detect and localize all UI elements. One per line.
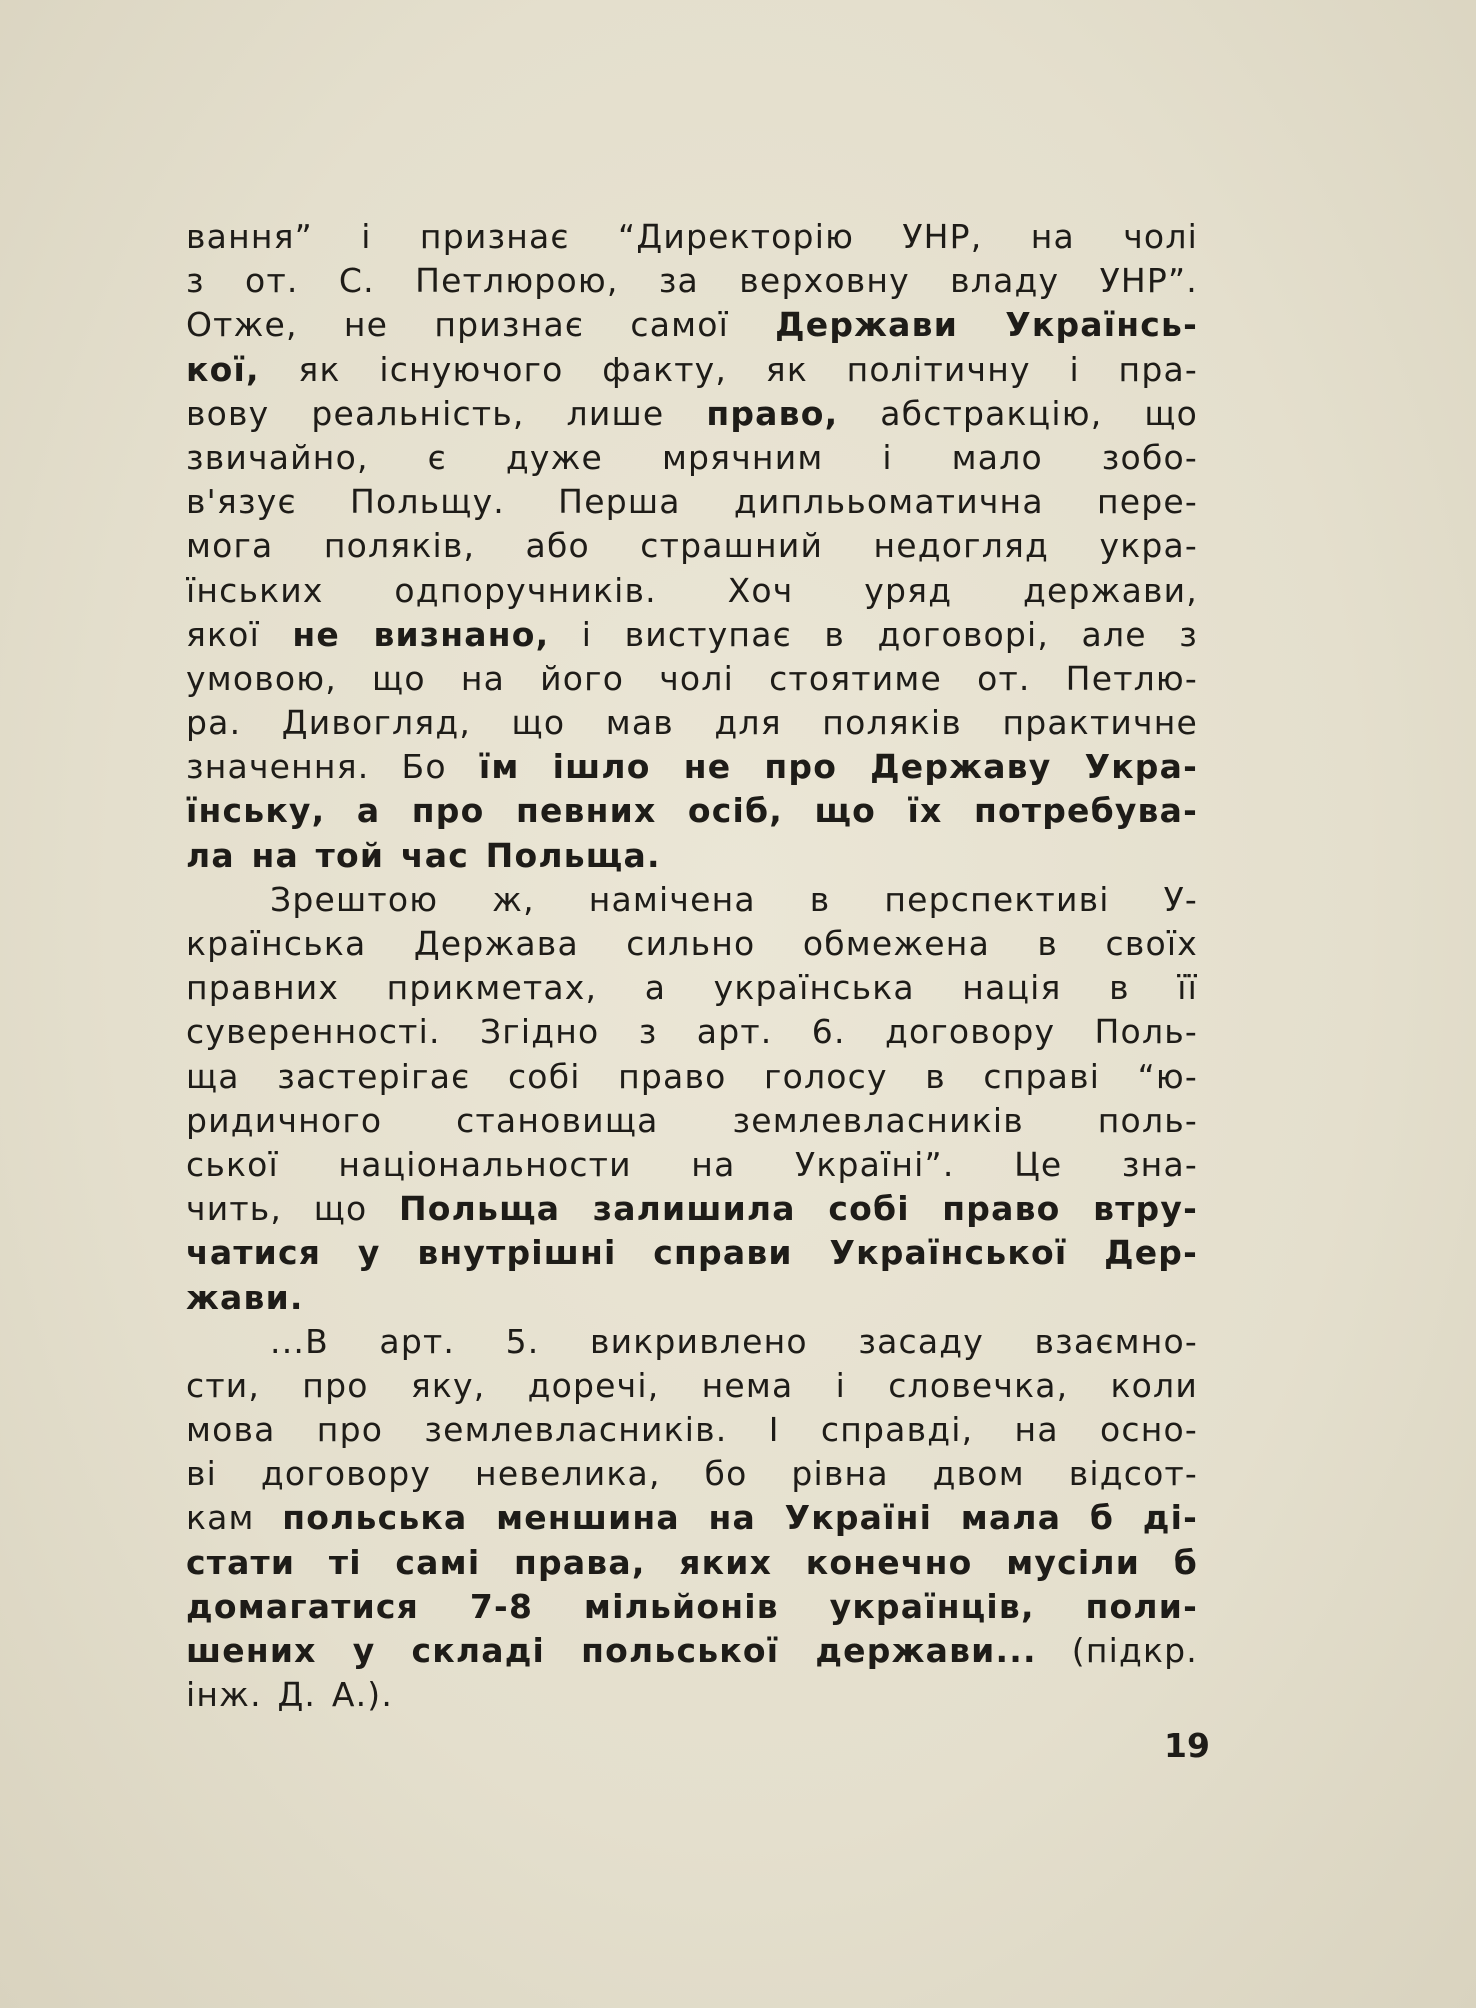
bold-text-segment: ла на той час Польща. bbox=[186, 835, 661, 875]
bold-text-segment: кої, bbox=[186, 349, 260, 389]
text-line bbox=[186, 1143, 1198, 1187]
bold-text-segment: право, bbox=[706, 393, 839, 433]
text-segment: і виступає в договорі, але з bbox=[549, 614, 1198, 654]
text-line bbox=[186, 834, 1198, 878]
bold-text-segment: жави. bbox=[186, 1277, 304, 1317]
bold-text-segment: стати ті самі права, яких конечно мусіли б bbox=[186, 1542, 1198, 1582]
text-segment: Зрештою ж, намічена в перспективі У- bbox=[270, 879, 1198, 919]
page-number: 19 bbox=[1164, 1726, 1210, 1765]
text-line bbox=[186, 1055, 1198, 1099]
text-segment: (підкр. bbox=[1036, 1631, 1198, 1670]
text-segment: мова про землевласників. І справді, на осно- bbox=[186, 1410, 1198, 1450]
text-segment: ра. Дивогляд, що мав для поляків практичне bbox=[186, 703, 1198, 743]
text-line bbox=[186, 392, 1198, 436]
text-line bbox=[186, 1276, 1198, 1320]
text-line bbox=[186, 1187, 1198, 1231]
text-line bbox=[186, 701, 1198, 745]
text-line bbox=[186, 966, 1198, 1010]
text-segment: Отже, не признає самої bbox=[186, 305, 776, 345]
text-segment: чить, що bbox=[186, 1189, 399, 1229]
text-line bbox=[186, 348, 1198, 392]
text-segment: країнська Держава сильно обмежена в своїх bbox=[186, 924, 1198, 963]
text-line bbox=[186, 1585, 1198, 1629]
text-line bbox=[186, 1629, 1198, 1673]
text-segment: умовою, що на його чолі стоятиме от. Петлю- bbox=[186, 658, 1198, 698]
text-segment: ...В арт. 5. викривлено засаду взаємно- bbox=[270, 1321, 1198, 1361]
text-line bbox=[186, 215, 1198, 259]
text-line bbox=[186, 524, 1198, 568]
text-segment: вову реальність, лише bbox=[186, 393, 707, 433]
bold-text-segment: не визнано, bbox=[292, 614, 550, 654]
text-line bbox=[186, 878, 1198, 922]
text-segment: як існуючого факту, як політичну і пра- bbox=[259, 349, 1198, 389]
text-line bbox=[186, 1541, 1198, 1585]
text-segment: якої bbox=[186, 614, 293, 654]
bold-text-segment: Держави Українсь- bbox=[775, 305, 1198, 345]
text-line bbox=[186, 1364, 1198, 1408]
text-line bbox=[186, 1673, 1198, 1717]
text-line bbox=[186, 613, 1198, 657]
text-segment: їнських одпоручників. Хоч уряд держави, bbox=[186, 570, 1198, 610]
text-line bbox=[186, 922, 1198, 966]
text-line bbox=[186, 569, 1198, 613]
bold-text-segment: їм ішло не про Державу Укра- bbox=[478, 747, 1198, 787]
text-line bbox=[186, 1452, 1198, 1496]
text-segment: вання” і признає “Директорію УНР, на чолі bbox=[186, 217, 1198, 256]
bold-text-segment: Польща залишила собі право втру- bbox=[398, 1189, 1198, 1229]
bold-text-segment: польська меншина на Україні мала б ді- bbox=[282, 1498, 1198, 1538]
text-line bbox=[186, 657, 1198, 701]
bold-text-segment: шених у складі польської держави... bbox=[186, 1631, 1037, 1670]
body-text bbox=[186, 215, 1198, 1717]
text-segment: абстракцію, що bbox=[838, 393, 1198, 433]
text-line bbox=[186, 303, 1198, 347]
text-segment: значення. Бо bbox=[186, 747, 479, 787]
text-line bbox=[186, 1231, 1198, 1275]
text-segment: суверенності. Згідно з арт. 6. договору Поль- bbox=[186, 1012, 1198, 1052]
bold-text-segment: їнську, а про певних осіб, що їх потребува- bbox=[186, 791, 1198, 831]
text-line bbox=[186, 436, 1198, 480]
text-line bbox=[186, 1496, 1198, 1540]
text-segment: сти, про яку, доречі, нема і словечка, коли bbox=[186, 1365, 1198, 1405]
text-line bbox=[186, 789, 1198, 833]
text-segment: правних прикметах, а українська нація в її bbox=[186, 968, 1198, 1008]
text-line bbox=[186, 745, 1198, 789]
text-segment: інж. Д. А.). bbox=[186, 1675, 394, 1715]
text-line bbox=[186, 1099, 1198, 1143]
text-line bbox=[186, 480, 1198, 524]
text-segment: ської національности на Україні”. Це зна- bbox=[186, 1144, 1198, 1184]
text-line bbox=[186, 1010, 1198, 1054]
text-line bbox=[186, 259, 1198, 303]
text-segment: мога поляків, або страшний недогляд укра- bbox=[186, 526, 1198, 566]
bold-text-segment: чатися у внутрішні справи Української Дер- bbox=[186, 1233, 1198, 1273]
text-segment: звичайно, є дуже мрячним і мало зобо- bbox=[186, 437, 1198, 477]
text-line bbox=[186, 1408, 1198, 1452]
text-segment: з от. С. Петлюрою, за верховну владу УНР”. bbox=[186, 261, 1198, 301]
text-segment: в'язує Польщу. Перша диплььоматична пере- bbox=[186, 482, 1198, 522]
text-segment: ві договору невелика, бо рівна двом відсот- bbox=[186, 1454, 1198, 1494]
bold-text-segment: домагатися 7-8 мільйонів українців, поли- bbox=[186, 1586, 1198, 1626]
text-segment: ща застерігає собі право голосу в справі “ю- bbox=[186, 1056, 1198, 1096]
text-segment: ридичного становища землевласників поль- bbox=[186, 1100, 1198, 1140]
text-line bbox=[186, 1320, 1198, 1364]
text-segment: кам bbox=[186, 1498, 283, 1538]
